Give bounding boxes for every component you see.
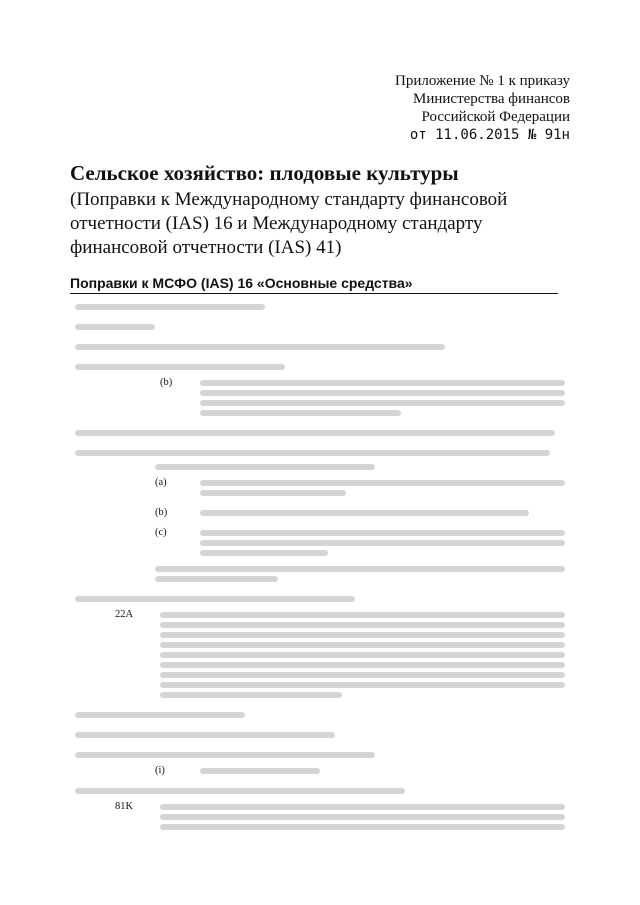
text-placeholder	[75, 324, 155, 330]
text-placeholder	[75, 364, 285, 370]
item-label: (b)	[155, 507, 168, 518]
text-placeholder	[75, 344, 445, 350]
text-placeholder	[75, 450, 550, 456]
item-label: (i)	[155, 765, 165, 776]
paragraph-placeholder	[160, 608, 565, 702]
approval-line-1: Приложение № 1 к приказу	[395, 73, 570, 89]
subparagraph-i	[155, 764, 565, 778]
text-placeholder	[75, 752, 375, 758]
approval-line-3: Российской Федерации	[421, 109, 570, 125]
definition-item-c	[155, 526, 565, 560]
text-placeholder	[75, 430, 555, 436]
text-placeholder	[75, 788, 405, 794]
approval-block	[395, 72, 570, 144]
approval-line-2: Министерства финансов	[413, 91, 570, 107]
text-placeholder	[75, 732, 335, 738]
definition-item-b	[155, 506, 565, 520]
approval-date-line: от 11.06.2015 № 91н	[409, 127, 570, 143]
item-label: (b)	[160, 377, 173, 388]
item-label: (c)	[155, 527, 167, 538]
definition-placeholder	[155, 464, 375, 470]
paragraph-placeholder	[160, 800, 565, 834]
title-block	[70, 160, 570, 260]
text-placeholder	[75, 304, 265, 310]
document-title: Сельское хозяйство: плодовые культуры	[70, 161, 459, 185]
item-label: (a)	[155, 477, 167, 488]
text-placeholder	[75, 596, 355, 602]
text-placeholder	[75, 712, 245, 718]
paragraph-81k	[115, 800, 565, 834]
subparagraph-b	[160, 376, 565, 420]
paragraph-placeholder	[200, 376, 565, 420]
paragraph-number: 81K	[115, 801, 134, 812]
section-heading: Поправки к МСФО (IAS) 16 «Основные средства»	[70, 275, 558, 294]
document-subtitle: (Поправки к Международному стандарту финансовой отчетности (IAS) 16 и Международному стандарту финансовой отчетности (IAS) 41)	[70, 189, 508, 258]
definition-block	[155, 464, 565, 582]
paragraph-22a	[115, 608, 565, 702]
definition-note	[155, 566, 565, 582]
definition-item-a	[155, 476, 565, 500]
document-body	[75, 300, 565, 834]
paragraph-number: 22A	[115, 609, 134, 620]
